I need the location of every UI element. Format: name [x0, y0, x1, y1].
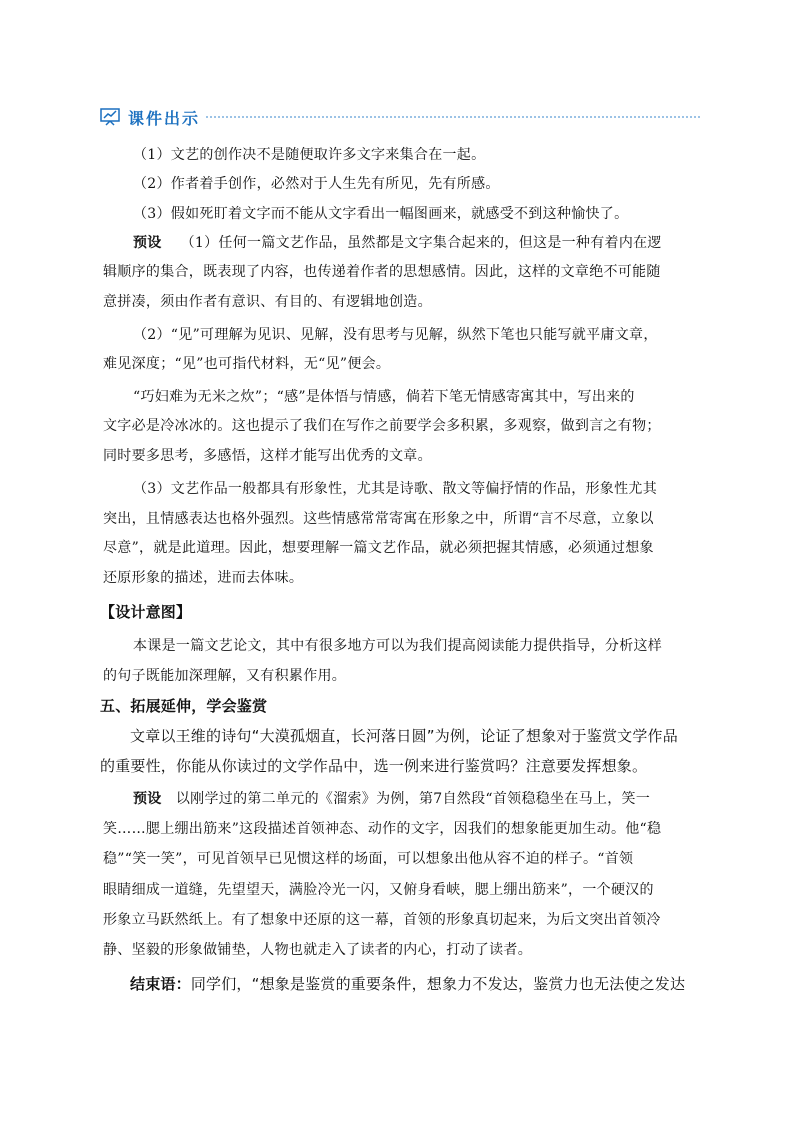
- closing-remark: 结束语：同学们，“想象是鉴赏的重要条件，想象力不发达，鉴赏力也无法使之发达: [130, 975, 686, 993]
- preset-answer-3-line-1: （3）文艺作品一般都具有形象性，尤其是诗歌、散文等偏抒情的作品，形象性尤其: [133, 481, 658, 497]
- design-intent-line-1: 本课是一篇文艺论文，其中有很多地方可以为我们提高阅读能力提供指导，分析这样: [133, 638, 663, 654]
- preset-answer-2-line-2: 难见深度；“见”也可指代材料，无“见”便会。: [103, 356, 391, 372]
- section-five-heading: 五、拓展延伸，学会鉴赏: [100, 697, 268, 715]
- preset-answer-2-line-1: （2）“见”可理解为见识、见解，没有思考与见解，纵然下笔也只能写就平庸文章，: [133, 327, 658, 343]
- design-intent-line-2: 的句子既能加深理解，又有积累作用。: [103, 668, 347, 684]
- header-divider: [206, 116, 700, 118]
- preset-answer-1-line-2: 辑顺序的集合，既表现了内容，也传递着作者的思想感情。因此，这样的文章绝不可能随: [103, 264, 661, 280]
- design-intent-heading: 【设计意图】: [100, 603, 192, 621]
- preset-answer-3-line-4: 还原形象的描述，进而去体味。: [103, 570, 304, 586]
- preset-label: 预设: [133, 791, 162, 807]
- chart-board-icon: [100, 108, 120, 126]
- course-point-1: （1）文艺的创作决不是随便取许多文字来集合在一起。: [133, 147, 486, 163]
- preset-answer-1-line-3: 意拼凑，须由作者有意识、有目的、有逻辑地创造。: [103, 294, 432, 310]
- task-line-2: 的重要性，你能从你读过的文学作品中，选一例来进行鉴赏吗？注意要发挥想象。: [100, 757, 648, 775]
- course-point-2: （2）作者着手创作，必然对于人生先有所见，先有所感。: [133, 176, 500, 192]
- preset-answer-3-line-3: 尽意”，就是此道理。因此，想要理解一篇文艺作品，就必须把握其情感，必须通过想象: [103, 540, 654, 556]
- preset-answer-2-line-3: “巧妇难为无米之炊”；“感”是体悟与情感，倘若下笔无情感寄寓其中，写出来的: [133, 389, 635, 405]
- task-line-1: 文章以王维的诗句“大漠孤烟直，长河落日圆”为例，论证了想象对于鉴赏文学作品: [130, 727, 678, 745]
- section-title: 课件出示: [128, 108, 201, 128]
- preset-appreciation-line-6: 静、坚毅的形象做铺垫，人物也就走入了读者的内心，打动了读者。: [103, 942, 532, 958]
- preset-appreciation-line-1: 预设 以刚学过的第二单元的《溜索》为例，第7自然段“首领稳稳坐在马上，笑一: [133, 791, 651, 807]
- preset-answer-2-line-5: 同时要多思考，多感悟，这样才能写出优秀的文章。: [103, 448, 432, 464]
- preset-appreciation-line-2: 笑……腮上绷出筋来”这段描述首领神态、动作的文字，因我们的想象能更加生动。他“稳: [103, 821, 662, 837]
- section-header: [100, 105, 700, 129]
- preset-answer-2-line-4: 文字必是冷冰冰的。这也提示了我们在写作之前要学会多积累，多观察，做到言之有物；: [103, 418, 661, 434]
- preset-answer-3-line-2: 突出，且情感表达也格外强烈。这些情感常常寄寓在形象之中，所谓“言不尽意，立象以: [103, 511, 654, 527]
- preset-appreciation-line-5: 形象立马跃然纸上。有了想象中还原的这一幕，首领的形象真切起来，为后文突出首领冷: [103, 912, 661, 928]
- closing-label: 结束语：: [130, 975, 191, 993]
- preset-answer-1-line-1: 预设 （1）任何一篇文艺作品，虽然都是文字集合起来的，但这是一种有着内在逻: [133, 235, 662, 251]
- preset-appreciation-line-3: 稳”“笑一笑”，可见首领早已见惯这样的场面，可以想象出他从容不迫的样子。“首领: [103, 851, 634, 867]
- preset-appreciation-line-4: 眼睛细成一道缝，先望望天，满脸冷光一闪，又俯身看峡，腮上绷出筋来”，一个硬汉的: [103, 882, 654, 898]
- preset-label: 预设: [133, 235, 162, 251]
- course-point-3: （3）假如死盯着文字而不能从文字看出一幅图画来，就感受不到这种愉快了。: [133, 206, 629, 222]
